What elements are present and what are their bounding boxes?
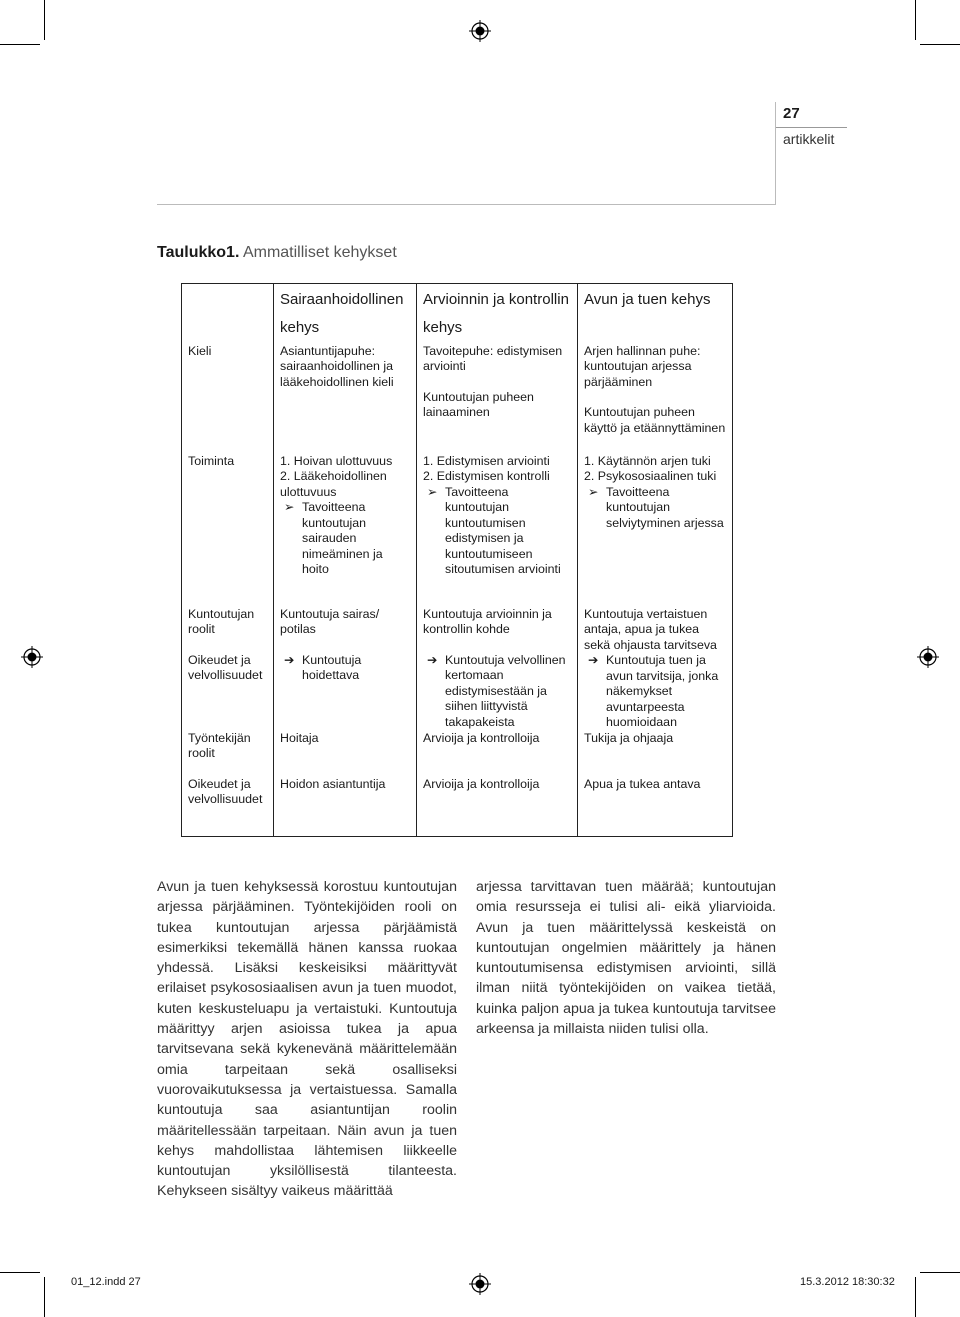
crop-mark [0, 44, 40, 45]
table-caption-title: Ammatilliset kehykset [242, 244, 397, 261]
table-header-empty [182, 284, 274, 344]
right-arrow-icon: ➔ [427, 652, 438, 667]
page-number: 27 [783, 105, 800, 122]
cell-kieli-nursing: Asiantuntijapuhe: sairaanhoidollinen ja lääkehoidollinen kieli [274, 344, 417, 454]
right-arrow-icon: ➔ [284, 652, 295, 667]
cell-roles-assessment: Kuntoutuja arvioinnin ja kontrollin kohde ➔ Kuntoutuja velvollinen kertomaan edistymisestään ja siihen liittyvistä takapakeista [417, 595, 578, 731]
cell-rights-support: Apua ja tukea antava [578, 777, 733, 837]
frames-table [181, 283, 733, 837]
table-header-support: Avun ja tuen kehys [578, 284, 733, 344]
section-label: artikkelit [783, 131, 835, 147]
cell-worker-support: Tukija ja ohjaaja [578, 731, 733, 777]
cell-toiminta-assessment: 1. Edistymisen arviointi 2. Edistymisen kontrolli ➢ Tavoitteena kuntoutujan kuntoutumisen edistymisen ja kuntoutumiseen sitoutumisen arviointi [417, 454, 578, 595]
crop-mark [915, 1277, 916, 1317]
right-arrow-icon: ➔ [588, 653, 599, 667]
cell-roles-support: Kuntoutuja vertaistuen antaja, apua ja tukea sekä ohjausta tarvitseva ➔ Kuntoutuja tuen ja avun tarvitsija, jonka näkemykset avuntarpeesta huomioidaan [578, 595, 733, 731]
cell-toiminta-support: 1. Käytännön arjen tuki 2. Psykososiaalinen tuki ➢ Tavoitteena kuntoutujan selviytyminen arjessa [578, 454, 733, 595]
crop-mark [0, 1272, 40, 1273]
body-text-right: arjessa tarvittavan tuen määrää; kuntoutujan omia resursseja ei tulisi ali- eikä yliarvioida. Avun ja tuen määrittelyssä keskeistä on kuntoutujan ongelmien määrittely ja hänen kuntoutumisensa edistymisen arviointi, sillä ilman niitä työntekijöiden on vaikea tietää, kuinka paljon apua ja tukea kuntoutuja tarvitsee arkeensa ja millaista niiden tulisi olla. [476, 879, 776, 1038]
cell-worker-assessment: Arvioija ja kontrolloija [417, 731, 578, 777]
footer-file: 01_12.indd 27 [71, 1276, 141, 1288]
crop-mark [920, 44, 960, 45]
table-header-nursing: Sairaanhoidollinen kehys [274, 284, 417, 344]
table-caption-label: Taulukko1. [157, 244, 240, 261]
registration-mark-icon [469, 20, 491, 42]
header-rule-vertical [775, 102, 776, 205]
row-label-oikeudet: Oikeudet ja velvollisuudet [182, 777, 274, 837]
row-label-toiminta: Toiminta [182, 454, 274, 595]
row-label-kuntoutujan-roolit: Kuntoutujan roolit Oikeudet ja velvollisuudet [182, 595, 274, 731]
crop-mark [44, 1277, 45, 1317]
bullet-arrowhead-icon: ➢ [284, 500, 295, 514]
registration-mark-icon [469, 1273, 491, 1295]
registration-mark-icon [21, 646, 43, 668]
table-header-assessment: Arvioinnin ja kontrollin kehys [417, 284, 578, 344]
cell-toiminta-nursing: 1. Hoivan ulottuvuus 2. Lääkehoidollinen ulottuvuus ➢ Tavoitteena kuntoutujan sairauden nimeäminen ja hoito [274, 454, 417, 595]
bullet-arrowhead-icon: ➢ [588, 484, 599, 499]
body-text-left: Avun ja tuen kehyksessä korostuu kuntoutujan arjessa pärjääminen. Työntekijöiden rooli on tukea kuntoutujan arjessa pärjäämistä esimerkiksi tekemällä hänen kanssa ruokaa yhdessä. Lisäksi keskeisiksi määrittyvät erilaiset psykososiaalisen avun ja tuen muodot, kuten keskusteluapu ja vertaistuki. Kuntoutuja määrittyy arjen asioissa tukea ja apua tarvitsevana sekä kykenevänä määrittelemään omia tarpeitaan sekä osalliseksi vuorovaikutuksessa ja vertaistuessa. Samalla kuntoutuja saa asiantuntijan roolin määritellessään tarpeitaan. Näin avun ja tuen kehys mahdollistaa lähtemisen liikkeelle kuntoutujan yksilöllisestä tilanteesta. Kehykseen sisältyy vaikeus määrittää [157, 879, 457, 1200]
footer-timestamp: 15.3.2012 18:30:32 [800, 1276, 895, 1288]
header-divider [775, 127, 847, 128]
cell-kieli-assessment: Tavoitepuhe: edistymisen arviointi Kuntoutujan puheen lainaaminen [417, 344, 578, 454]
crop-mark [44, 0, 45, 40]
bullet-arrowhead-icon: ➢ [427, 484, 438, 499]
registration-mark-icon [917, 646, 939, 668]
row-label-kieli: Kieli [182, 344, 274, 454]
row-label-tyontekijan-roolit: Työntekijän roolit [182, 731, 274, 777]
cell-rights-nursing: Hoidon asiantuntija [274, 777, 417, 837]
cell-worker-nursing: Hoitaja [274, 731, 417, 777]
cell-kieli-support: Arjen hallinnan puhe: kuntoutujan arjessa pärjääminen Kuntoutujan puheen käyttö ja etäännyttäminen [578, 344, 733, 454]
crop-mark [920, 1272, 960, 1273]
cell-roles-nursing: Kuntoutuja sairas/ potilas ➔ Kuntoutuja hoidettava [274, 595, 417, 731]
header-rule [157, 204, 775, 205]
cell-rights-assessment: Arvioija ja kontrolloija [417, 777, 578, 837]
table-caption [157, 244, 397, 262]
crop-mark [915, 0, 916, 40]
